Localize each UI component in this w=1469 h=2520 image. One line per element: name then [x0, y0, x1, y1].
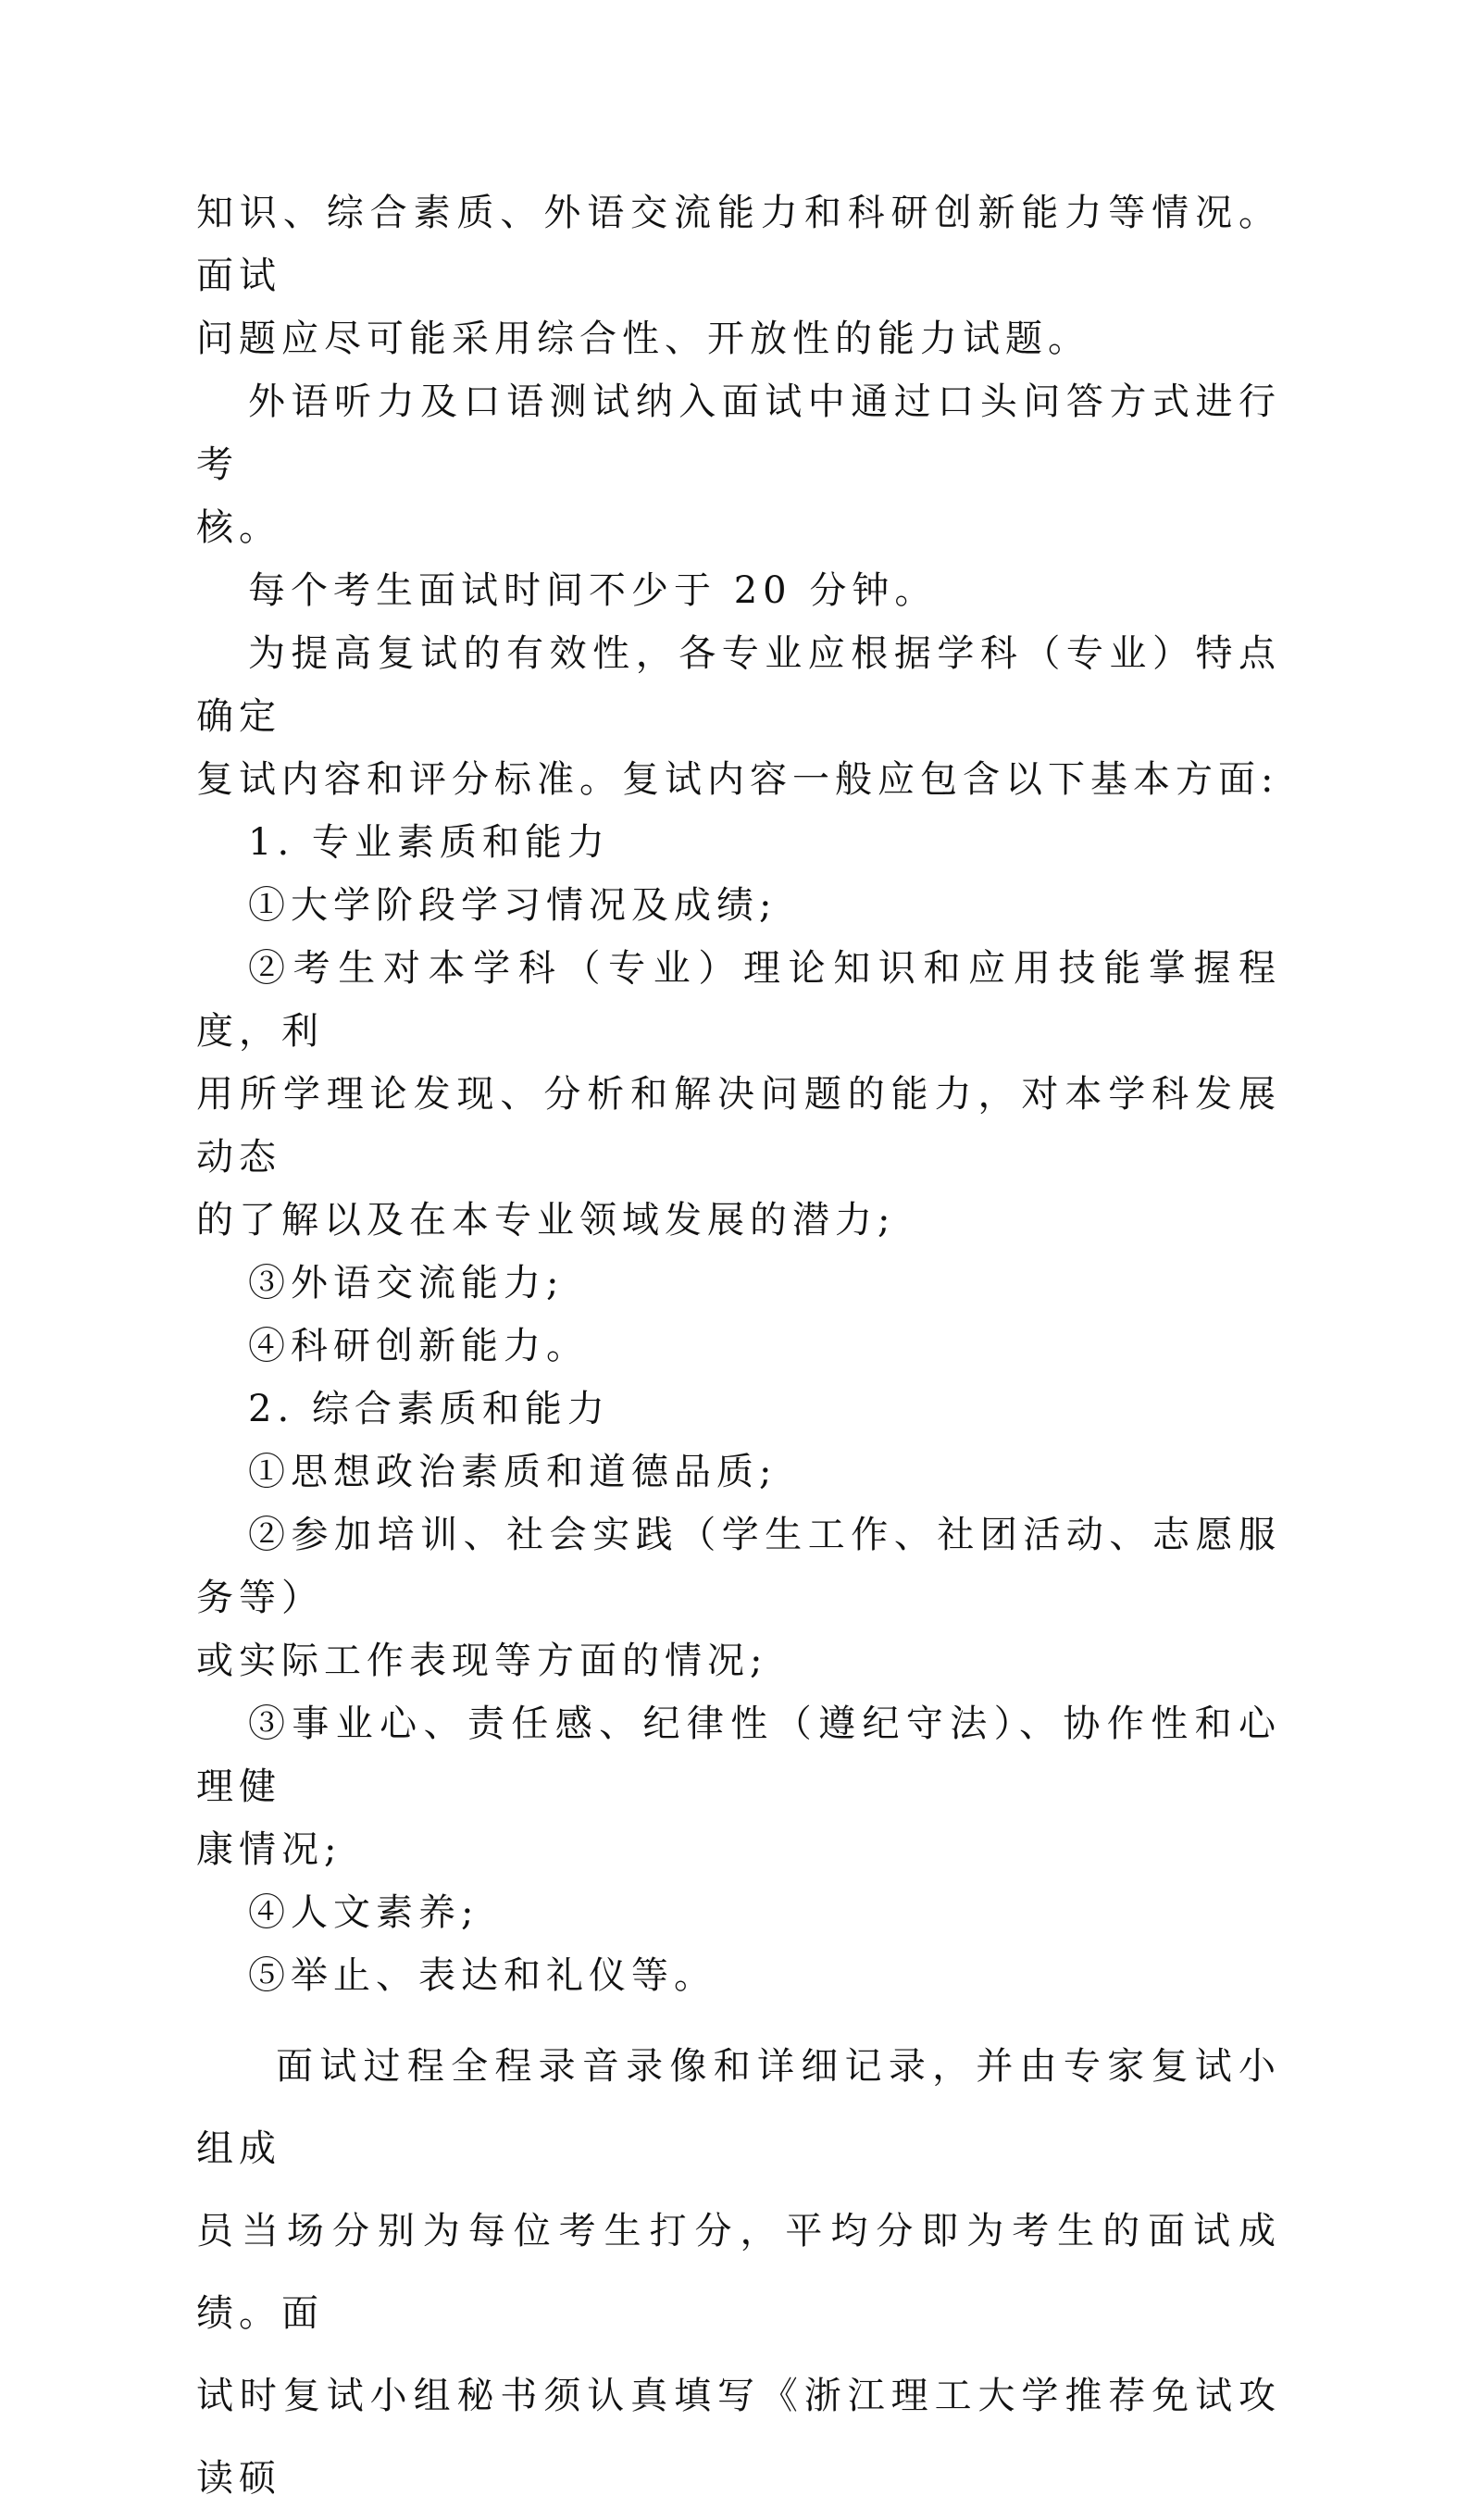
- text-line: ③事业心、责任感、纪律性（遵纪守法）、协作性和心理健: [196, 1703, 1281, 1808]
- section-heading-comprehensive: [196, 1378, 1281, 1441]
- list-item: [196, 874, 1281, 937]
- text-line: ①思想政治素质和道德品质;: [248, 1451, 778, 1493]
- text-line: 核。: [196, 506, 281, 549]
- list-item: [196, 1315, 1281, 1378]
- list-item: [196, 1692, 1281, 1881]
- list-item: [196, 937, 1281, 1252]
- text-line: ②考生对本学科（专业）理论知识和应用技能掌握程度，利: [196, 947, 1281, 1053]
- paragraph-interview-scope: [196, 181, 1281, 370]
- document-page: [196, 181, 1281, 2520]
- paragraph-foreign-language-test: [196, 370, 1281, 559]
- text-line: 员当场分别为每位考生打分，平均分即为考生的面试成绩。面: [196, 2210, 1281, 2335]
- list-item: [196, 1441, 1281, 1503]
- text-line: ②参加培训、社会实践（学生工作、社团活动、志愿服务等）: [196, 1514, 1281, 1619]
- section-heading-professional: [196, 811, 1281, 874]
- text-line: 复试内容和评分标准。复试内容一般应包含以下基本方面:: [196, 758, 1279, 801]
- text-line: 1. 专业素质和能力: [248, 821, 610, 864]
- text-line: 为提高复试的有效性，各专业应根据学科（专业）特点确定: [196, 632, 1281, 738]
- text-line: 知识、综合素质、外语交流能力和科研创新能力等情况。面试: [196, 192, 1281, 297]
- paragraph-interview-duration: [196, 559, 1281, 622]
- text-line: 外语听力及口语测试纳入面试中通过口头问答方式进行考: [196, 380, 1281, 486]
- text-line: 试时复试小组秘书须认真填写《浙江理工大学推荐免试攻读硕: [196, 2375, 1281, 2500]
- text-line: 康情况;: [196, 1828, 342, 1871]
- text-line: ⑤举止、表达和礼仪等。: [248, 1954, 716, 1997]
- text-line: 2. 综合素质和能力: [248, 1388, 610, 1430]
- list-item: [196, 1944, 1281, 2007]
- text-line: 用所学理论发现、分析和解决问题的能力，对本学科发展动态: [196, 1073, 1281, 1179]
- text-line: 的了解以及在本专业领域发展的潜力;: [196, 1199, 896, 1241]
- list-item: [196, 1881, 1281, 1944]
- text-line: 问题应尽可能采用综合性、开放性的能力试题。: [196, 318, 1090, 360]
- text-line: ④科研创新能力。: [248, 1325, 589, 1367]
- paragraph-retest-content: [196, 622, 1281, 811]
- list-item: [196, 1252, 1281, 1315]
- text-line: ④人文素养;: [248, 1891, 479, 1934]
- paragraph-interview-recording: [196, 2026, 1281, 2520]
- text-line: 面试过程全程录音录像和详细记录，并由专家复试小组成: [196, 2045, 1281, 2170]
- text-line: 或实际工作表现等方面的情况;: [196, 1640, 768, 1682]
- text-line: 每个考生面试时间不少于 20 分钟。: [248, 569, 938, 612]
- list-item: [196, 1503, 1281, 1692]
- text-line: ①大学阶段学习情况及成绩;: [248, 884, 778, 927]
- text-line: ③外语交流能力;: [248, 1262, 565, 1304]
